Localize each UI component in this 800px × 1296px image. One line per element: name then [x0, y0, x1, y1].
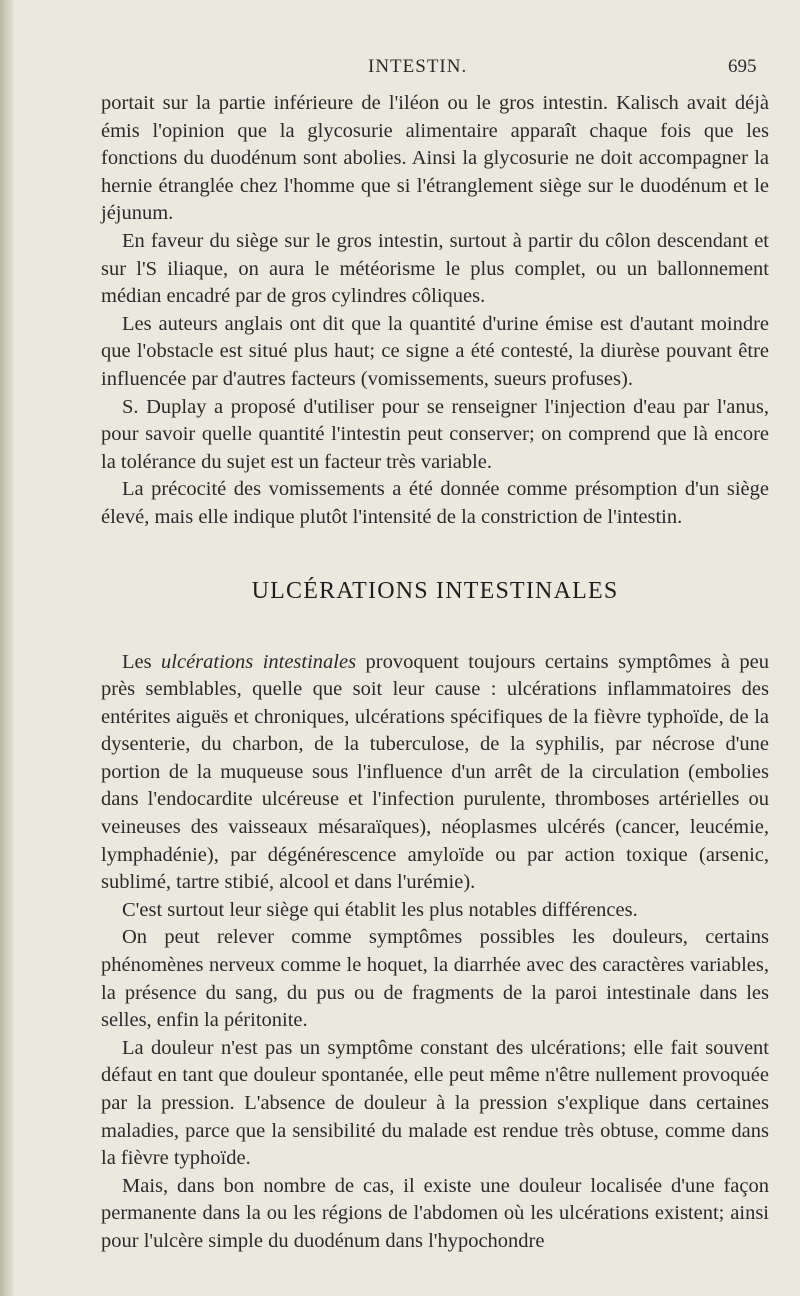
body-text — [101, 90, 769, 1256]
paragraph-text: Les — [122, 650, 162, 673]
paragraph: Mais, dans bon nombre de cas, il existe une douleur localisée d'une façon permanente dans la ou les régions de l'abdomen où les ulcérations existent; ainsi pour l'ulcère simple du duodénum dans l'hypochondre — [101, 1174, 769, 1252]
paragraph: La douleur n'est pas un symptôme constant des ulcérations; elle fait souvent défaut en tant que douleur spontanée, elle peut même n'être nullement provoquée par la pression. L'absence de douleur à la pression s'explique dans certaines maladies, parce que la sensibilité du malade est rendue très obtuse, comme dans la fièvre typhoïde. — [101, 1036, 769, 1170]
section-heading: ULCÉRATIONS INTESTINALES — [251, 577, 619, 604]
page-binding-edge — [0, 0, 14, 1296]
paragraph: C'est surtout leur siège qui établit les plus notables différences. — [122, 898, 638, 921]
paragraph: S. Duplay a proposé d'utiliser pour se renseigner l'injection d'eau par l'anus, pour savoir quelle quantité l'intestin peut conserver; on comprend que là encore la tolérance du sujet est un facteur très variable. — [101, 395, 769, 473]
paragraph: On peut relever comme symptômes possibles les douleurs, certains phénomènes nerveux comme le hoquet, la diarrhée avec des caractères variables, la présence du sang, du pus ou de fragments de la paroi intestinale dans les selles, enfin la péritonite. — [101, 926, 769, 1032]
page-header — [0, 56, 800, 86]
paragraph-text: provoquent toujours certains symptômes à peu près semblables, quelle que soit leur cause : ulcérations inflammatoires des entérites aiguës et chroniques, ulcérations spécifiques de la fièvre typhoïde, de la dysenterie, du charbon, de la tuberculose, de la syphilis, par nécrose d'une portion de la muqueuse sous l'influence d'un arrêt de la circulation (embolies dans l'endocardite ulcéreuse et l'infection purulente, thromboses artérielles ou veineuses des vaisseaux mésaraïques), néoplasmes ulcérés (cancer, leucémie, lymphadénie), par dégénérescence amyloïde ou par action toxique (arsenic, sublimé, tartre stibié, alcool et dans l'urémie). — [101, 650, 769, 894]
paragraph: portait sur la partie inférieure de l'iléon ou le gros intestin. Kalisch avait déjà émis l'opinion que la glycosurie alimentaire apparaît chaque fois que les fonctions du duodénum sont abolies. Ainsi la glycosurie ne doit accompagner la hernie étranglée chez l'homme que si l'étranglement siège sur le duodénum et le jéjunum. — [101, 92, 769, 225]
paragraph: Les auteurs anglais ont dit que la quantité d'urine émise est d'autant moindre que l'obstacle est situé plus haut; ce signe a été contesté, la diurèse pouvant être influencée par d'autres facteurs (vomissements, sueurs profuses). — [101, 312, 769, 390]
running-title: INTESTIN. — [368, 56, 468, 77]
italic-term: ulcérations intestinales — [161, 650, 357, 673]
page-number: 695 — [728, 56, 757, 77]
paragraph — [101, 649, 769, 897]
paragraph: En faveur du siège sur le gros intestin, surtout à partir du côlon descendant et sur l'S iliaque, on aura le météorisme le plus complet, ou un ballonnement médian encadré par de gros cylindres côliques. — [101, 229, 769, 308]
paragraph: La précocité des vomissements a été donnée comme présomption d'un siège élevé, mais elle indique plutôt l'intensité de la constriction de l'intestin. — [101, 478, 769, 528]
